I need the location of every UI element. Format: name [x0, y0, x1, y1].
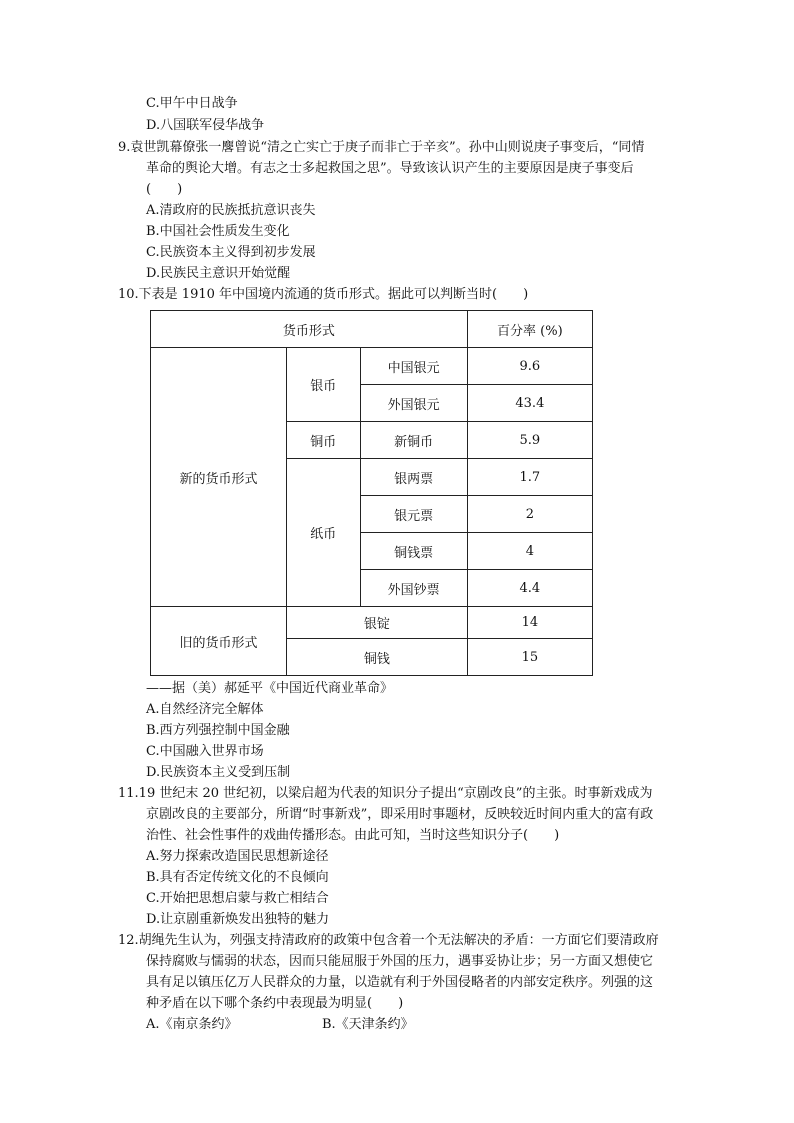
q9-answer-blank: ( ) [146, 182, 183, 197]
old-currency-label: 旧的货币形式 [151, 607, 287, 676]
row-name: 中国银元 [360, 348, 467, 385]
q11-stem-line1: 11.19 世纪末 20 世纪初，以梁启超为代表的知识分子提出“京剧改良”的主张。时事新戏成为 [118, 786, 653, 801]
q10-option-d: D.民族资本主义受到压制 [146, 765, 291, 780]
paper-money-label: 纸币 [287, 459, 361, 607]
row-pct: 4.4 [467, 570, 592, 607]
q9-option-d: D.民族民主意识开始觉醒 [146, 266, 291, 281]
q10-source: ——据（美）郝延平《中国近代商业革命》 [146, 681, 394, 696]
row-pct: 2 [467, 496, 592, 533]
q10-stem: 10.下表是 1910 年中国境内流通的货币形式。据此可以判断当时( ) [118, 287, 529, 302]
q8-option-d: D.八国联军侵华战争 [146, 118, 265, 133]
q9-option-c: C.民族资本主义得到初步发展 [146, 245, 316, 260]
table-row [151, 348, 593, 385]
q9-stem-line2: 革命的舆论大增。有志之士多起救国之思”。导致该认识产生的主要原因是庚子事变后 [146, 161, 634, 176]
currency-table [150, 310, 593, 676]
row-name: 银两票 [360, 459, 467, 496]
header-currency-form: 货币形式 [151, 311, 468, 348]
copper-coin-label: 铜币 [287, 422, 361, 459]
header-percentage: 百分率 (%) [467, 311, 592, 348]
q8-option-c: C.甲午中日战争 [146, 96, 238, 111]
q11-stem-line3: 治性、社会性事件的戏曲传播形态。由此可知，当时这些知识分子( ) [146, 828, 560, 843]
q10-option-a: A.自然经济完全解体 [146, 702, 264, 717]
row-pct: 14 [467, 607, 592, 639]
q12-stem-line2: 保持腐败与懦弱的状态，因而只能屈服于外国的压力，遇事妥协让步；另一方面又想使它 [146, 954, 654, 969]
q9-option-b: B.中国社会性质发生变化 [146, 224, 290, 239]
row-pct: 5.9 [467, 422, 592, 459]
q10-option-b: B.西方列强控制中国金融 [146, 723, 290, 738]
row-pct: 4 [467, 533, 592, 570]
row-name: 新铜币 [360, 422, 467, 459]
q11-option-c: C.开始把思想启蒙与救亡相结合 [146, 891, 329, 906]
row-name: 铜钱 [287, 639, 468, 676]
row-pct: 1.7 [467, 459, 592, 496]
q11-option-a: A.努力探索改造国民思想新途径 [146, 849, 329, 864]
row-pct: 15 [467, 639, 592, 676]
q10-option-c: C.中国融入世界市场 [146, 744, 264, 759]
q11-stem-line2: 京剧改良的主要部分，所谓“时事新戏”，即采用时事题材，反映较近时间内重大的富有政 [146, 807, 654, 822]
row-name: 银元票 [360, 496, 467, 533]
row-pct: 9.6 [467, 348, 592, 385]
row-name: 银锭 [287, 607, 468, 639]
table-header-row [151, 311, 593, 348]
q9-stem-line1: 9.袁世凯幕僚张一麐曾说“清之亡实亡于庚子而非亡于辛亥”。孙中山则说庚子事变后，“同情 [118, 140, 645, 155]
silver-coin-label: 银币 [287, 348, 361, 422]
q12-stem-line4: 种矛盾在以下哪个条约中表现最为明显( ) [146, 996, 404, 1011]
q12-option-b: B.《天津条约》 [322, 1017, 414, 1032]
row-name: 外国银元 [360, 385, 467, 422]
table-row [151, 607, 593, 639]
new-currency-label: 新的货币形式 [151, 348, 287, 607]
row-pct: 43.4 [467, 385, 592, 422]
q12-stem-line1: 12.胡绳先生认为，列强支持清政府的政策中包含着一个无法解决的矛盾：一方面它们要清政府 [118, 933, 659, 948]
q11-option-d: D.让京剧重新焕发出独特的魅力 [146, 912, 330, 927]
row-name: 外国钞票 [360, 570, 467, 607]
q11-option-b: B.具有否定传统文化的不良倾向 [146, 870, 329, 885]
q12-option-a: A.《南京条约》 [146, 1017, 238, 1032]
row-name: 铜钱票 [360, 533, 467, 570]
q12-stem-line3: 具有足以镇压亿万人民群众的力量，以造就有利于外国侵略者的内部安定秩序。列强的这 [146, 975, 654, 990]
q9-option-a: A.清政府的民族抵抗意识丧失 [146, 203, 316, 218]
